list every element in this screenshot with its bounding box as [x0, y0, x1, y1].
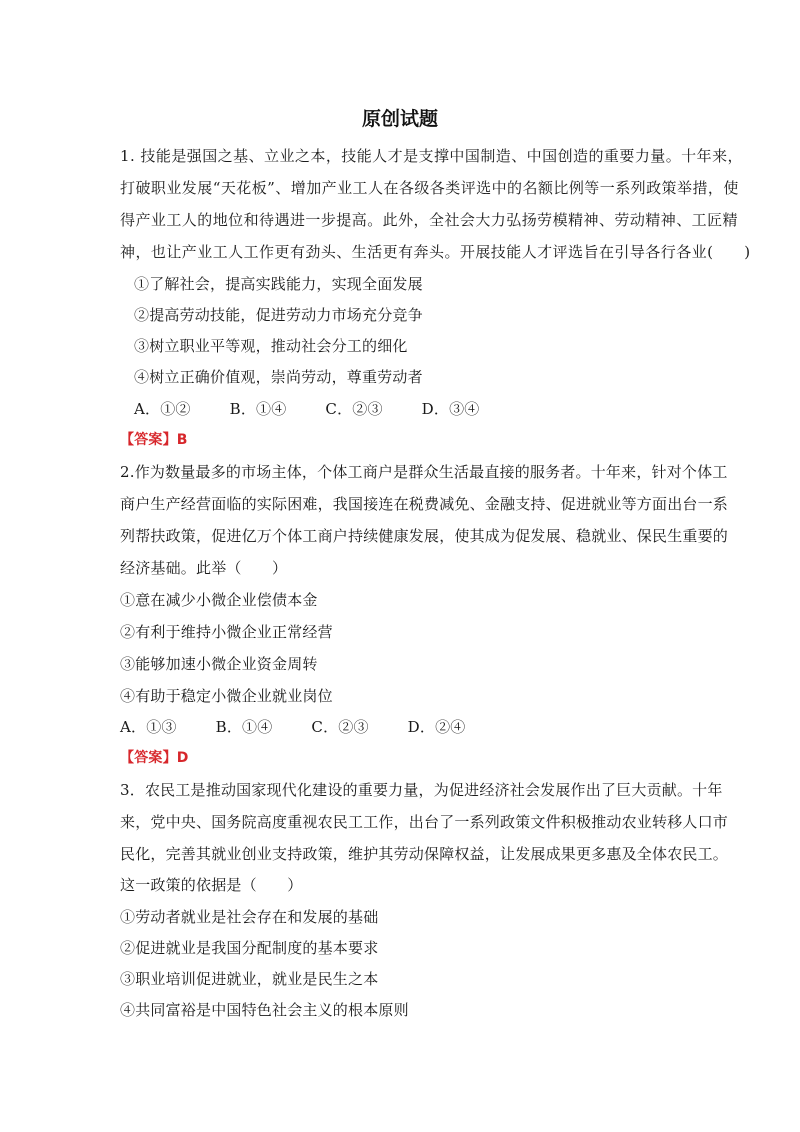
- question-2-item: ③能够加速小微企业资金周转: [120, 655, 318, 673]
- option-d: D．②④: [407, 718, 466, 736]
- question-1-item: ③树立职业平等观，推动社会分工的细化: [134, 337, 408, 355]
- question-1-stem-line: 神，也让产业工人工作更有劲头、生活更有奔头。开展技能人才评选旨在引导各行各业( ): [120, 243, 751, 261]
- question-2-item: ①意在减少小微企业偿债本金: [120, 591, 318, 609]
- question-2-stem-line: 商户生产经营面临的实际困难，我国接连在税费减免、金融支持、促进就业等方面出台一系: [120, 495, 729, 513]
- option-c: C．②③: [311, 718, 369, 736]
- question-1-item: ②提高劳动技能，促进劳动力市场充分竞争: [134, 306, 423, 324]
- question-1-item: ①了解社会，提高实践能力，实现全面发展: [134, 275, 423, 293]
- question-1-stem-line: 1. 技能是强国之基、立业之本，技能人才是支撑中国制造、中国创造的重要力量。十年来，: [120, 147, 743, 165]
- option-a: A．①③: [120, 718, 177, 736]
- question-3-stem-line: 3．农民工是推动国家现代化建设的重要力量，为促进经济社会发展作出了巨大贡献。十年: [120, 781, 723, 799]
- question-3-stem-line: 来，党中央、国务院高度重视农民工工作，出台了一系列政策文件积极推动农业转移人口市: [120, 813, 729, 831]
- question-1-item: ④树立正确价值观，崇尚劳动，尊重劳动者: [134, 368, 423, 386]
- question-3-stem-line: 这一政策的依据是（ ）: [120, 876, 303, 894]
- question-3-item: ②促进就业是我国分配制度的基本要求: [120, 939, 379, 957]
- question-3-stem-line: 民化，完善其就业创业支持政策，维护其劳动保障权益，让发展成果更多惠及全体农民工。: [120, 845, 729, 863]
- question-1-stem-line: 打破职业发展“天花板”、增加产业工人在各级各类评选中的名额比例等一系列政策举措，使: [120, 179, 739, 197]
- option-c: C．②③: [325, 400, 383, 418]
- question-1-options: [134, 399, 479, 419]
- question-2-stem-line: 2.作为数量最多的市场主体，个体工商户是群众生活最直接的服务者。十年来，针对个体工: [120, 463, 728, 481]
- question-3-item: ④共同富裕是中国特色社会主义的根本原则: [120, 1001, 409, 1019]
- question-2-stem-line: 列帮扶政策，促进亿万个体工商户持续健康发展，使其成为促发展、稳就业、保民生重要的: [120, 527, 729, 545]
- question-1-answer: 【答案】B: [120, 432, 188, 448]
- question-3-item: ③职业培训促进就业，就业是民生之本: [120, 970, 379, 988]
- question-2-answer: 【答案】D: [120, 750, 189, 766]
- question-2-stem-line: 经济基础。此举（ ）: [120, 559, 288, 577]
- question-2-item: ②有利于维持小微企业正常经营: [120, 623, 333, 641]
- question-2-item: ④有助于稳定小微企业就业岗位: [120, 687, 333, 705]
- question-2-options: [120, 717, 465, 737]
- page-title: 原创试题: [361, 108, 438, 130]
- option-d: D．③④: [421, 400, 480, 418]
- option-b: B．①④: [215, 718, 273, 736]
- question-3-item: ①劳动者就业是社会存在和发展的基础: [120, 908, 379, 926]
- option-a: A．①②: [134, 400, 191, 418]
- option-b: B．①④: [229, 400, 287, 418]
- question-1-stem-line: 得产业工人的地位和待遇进一步提高。此外，全社会大力弘扬劳模精神、劳动精神、工匠精: [120, 211, 739, 229]
